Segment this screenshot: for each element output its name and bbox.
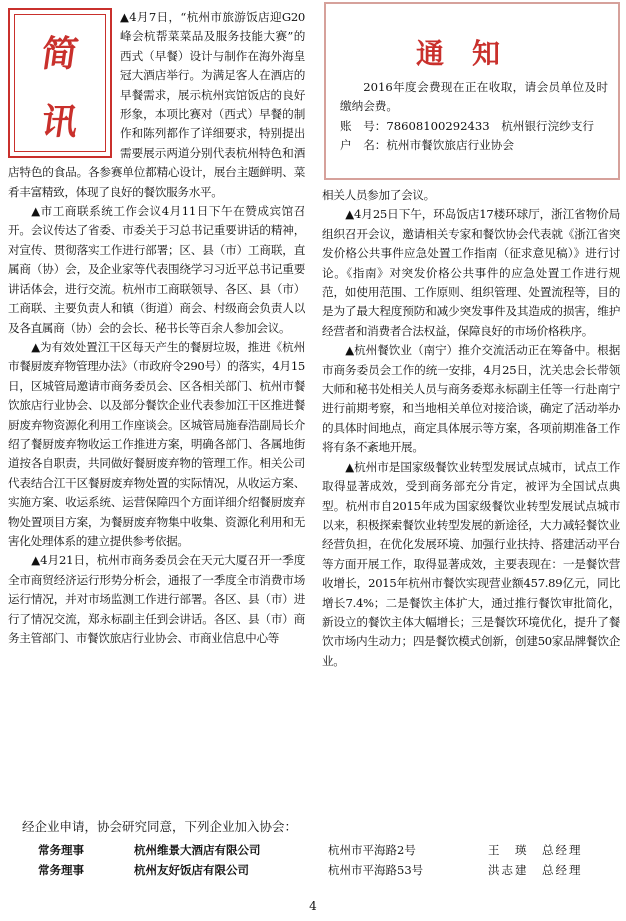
brief-logo-char-1: 简 xyxy=(38,34,81,75)
notice-holder-value: 杭州市餐饮旅店行业协会 xyxy=(386,138,514,153)
member-company: 杭州友好饭店有限公司 xyxy=(134,863,249,877)
news-item-kitchen-waste: ▲为有效处置江干区每天产生的餐厨垃圾，推进《杭州市餐厨废弃物管理办法》（市政府令290号）的落实，4月15日，区城管局邀请市商务委员会、区各相关部门、杭州市餐饮旅店行业协会、以及部分餐饮企业代表参加江干区推进餐厨废弃物资源化利用工作座谈会。区城管局施春浩副局长介绍了餐厨废弃物收运工作推进方案，明确各部门、各属地街道按各自职责，共同做好餐厨废弃物的管理工作。相关公司代表结合江干区餐厨废弃物处置的实际情况，从收运方案、实施方案、收运系统、运营保障四个方面详细介绍餐厨废弃物处置项目方案，为餐厨废弃物集中收集、资源化利用和无害化处理体系的建立提供参考依据。 xyxy=(8,339,305,548)
notice-box xyxy=(324,2,620,180)
notice-holder xyxy=(340,136,608,155)
member-address: 杭州市平海路2号 xyxy=(328,843,416,857)
notice-account xyxy=(340,117,608,136)
notice-holder-label: 户 名： xyxy=(340,138,387,153)
brief-logo xyxy=(8,8,112,158)
member-contact: 洪志建 总经理 xyxy=(488,863,583,877)
notice-account-label: 账 号： xyxy=(340,118,387,133)
member-role: 常务理事 xyxy=(38,863,84,877)
notice-title: 通知 xyxy=(415,37,528,70)
page-number: 4 xyxy=(309,899,317,913)
member-contact: 王 瑛 总经理 xyxy=(488,843,583,857)
news-item-g20-breakfast: ▲4月7日，“杭州市旅游饭店迎G20峰会杭帮菜菜品及服务技能大赛”的西式（早餐）设计与制作在海外海皇冠大酒店举行。为满足客人在酒店的早餐需求，展示杭州宾馆饭店的良好形象，本项比赛对（西式）早餐的制作和陈列都作了详细要求，特别提出需要展示两道分别代表杭州特色和酒店特色的食品。各参赛单位都精心设计，展台主题鲜明、菜肴丰富精致，体现了良好的餐饮服务水平。 xyxy=(8,10,305,199)
news-item-q1-meeting-continued: 相关人员参加了会议。 xyxy=(322,188,435,202)
news-item-nanning-promotion: ▲杭州餐饮业（南宁）推介交流活动正在筹备中。根据市商务委员会工作的统一安排，4月25日，沈关忠会长带领大师和秘书处相关人员与商务委郑永标副主任等一行赴南宁进行前期考察，和当地相关单位对接洽谈，确定了活动举办的具体时间地点，商定具体展示等方案，各项前期准备工作将有条不紊地开展。 xyxy=(322,343,620,455)
news-item-commerce-federation: ▲市工商联系统工作会议4月11日下午在赞成宾馆召开。会议传达了省委、市委关于习总书记重要讲话的精神，对宣传、贯彻落实工作进行部署；区、县（市）工商联，直属商（协）会，及企业家等代表围绕学习习近平总书记重要讲话体会，进行交流。杭州市工商联领导、各区、县（市）工商联、主要负责人和镇（街道）商会、村级商会负责人以及各直属商（协）会的会长、秘书长等百余人参加会议。 xyxy=(8,204,305,335)
right-column xyxy=(322,186,620,671)
member-company: 杭州维景大酒店有限公司 xyxy=(134,843,261,857)
member-row xyxy=(38,862,598,882)
notice-text: 2016年度会费现在正在收取，请会员单位及时缴纳会费。 xyxy=(340,80,608,114)
notice-account-value: 78608100292433 杭州银行浣纱支行 xyxy=(386,118,595,133)
member-role: 常务理事 xyxy=(38,843,84,857)
new-members-intro: 经企业申请，协会研究同意，下列企业加入协会： xyxy=(22,819,298,834)
member-address: 杭州市平海路53号 xyxy=(328,863,424,877)
left-column xyxy=(8,8,305,648)
member-row xyxy=(38,842,598,862)
brief-logo-char-2: 讯 xyxy=(38,102,81,143)
news-item-q1-meeting: ▲4月21日，杭州市商务委员会在天元大厦召开一季度全市商贸经济运行形势分析会，通报了一季度全市消费市场运行情况，并对市场监测工作进行部署。各区、县（市）进行了情况交流，郑永标副主任到会讲话。各区、县（市）商务主管部门、市餐饮旅店行业协会、市商业信息中心等 xyxy=(8,553,305,645)
news-item-price-guide: ▲4月25日下午，环岛饭店17楼环球厅，浙江省物价局组织召开会议，邀请相关专家和餐饮协会代表就《浙江省突发价格公共事件应急处置工作指南（征求意见稿）》进行讨论。《指南》对突发价格公共事件的应急处置工作进行规范，如使用范围、工作原则、组织管理、处置流程等，目的是为了最大程度预防和减少突发事件及其造成的损害，维护经营者和消费者合法权益，保障良好的市场价格秩序。 xyxy=(322,207,620,338)
news-item-pilot-city: ▲杭州市是国家级餐饮业转型发展试点城市，试点工作取得显著成效，受到商务部充分肯定，被评为全国试点典型。杭州市自2015年成为国家级餐饮业转型发展试点城市以来，积极探索餐饮业转型发展的新途径，大力减轻餐饮业经营负担，在优化发展环境、加强行业扶持、搭建活动平台等方面开展工作，取得显著成效，主要表现在：一是餐饮营收增长，2015年杭州市餐饮实现营业额457.89亿元，同比增长7.4%；二是餐饮主体扩大，通过推行餐饮审批简化，新设立的餐饮主体大幅增长；三是餐饮环境优化，提升了餐饮市场内生动力；四是餐饮模式创新，创建50家品牌餐饮企业。 xyxy=(322,459,620,668)
notice-body xyxy=(340,78,608,156)
